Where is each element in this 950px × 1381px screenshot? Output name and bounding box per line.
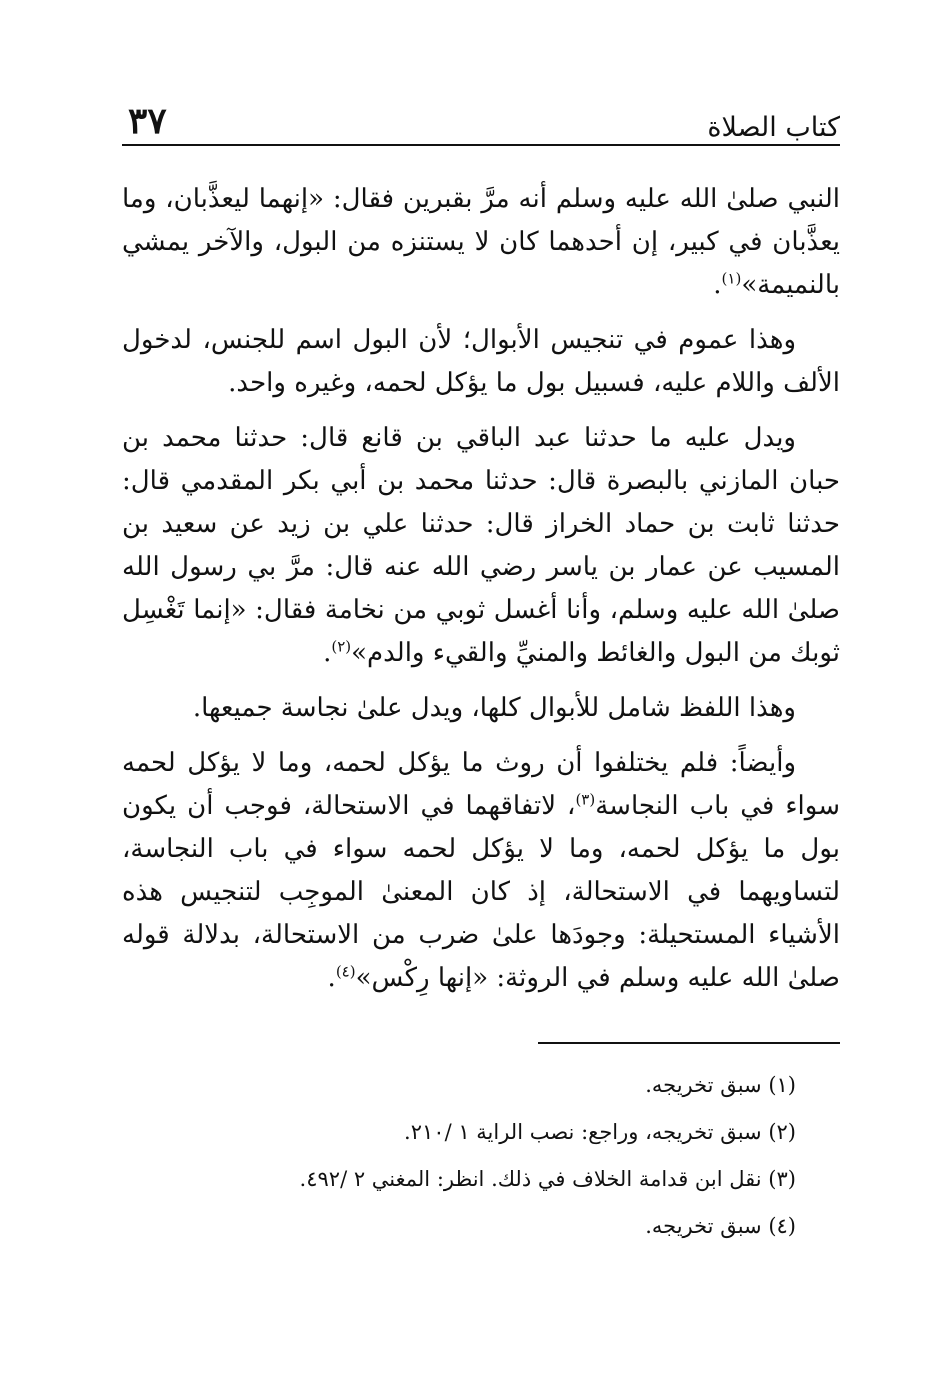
footnote: (٢) سبق تخريجه، وراجع: نصب الراية ١ /٢١٠. — [404, 1120, 796, 1144]
paragraph-text: وأيضاً: فلم يختلفوا أن روث ما يؤكل لحمه، وما لا يؤكل لحمه سواء في باب النجاسة — [122, 748, 840, 821]
footnote-reference: (٢) — [331, 637, 352, 656]
footnotes-list — [122, 1062, 796, 1250]
footnote-reference: (١) — [721, 269, 742, 288]
paragraph-text: النبي صلىٰ الله عليه وسلم أنه مرَّ بقبرين فقال: «إنهما ليعذَّبان، وما يعذَّبان في كبير، إن أحدهما كان لا يستنزه من البول، والآخر يمشي بالنميمة» — [122, 184, 840, 300]
paragraph — [122, 687, 840, 730]
running-header — [122, 98, 840, 146]
footnote: (١) سبق تخريجه. — [645, 1073, 796, 1097]
paragraph-tail: . — [327, 963, 336, 993]
footnote-reference: (٣) — [575, 790, 596, 809]
footnote-reference: (٤) — [335, 962, 356, 981]
footnote: (٤) سبق تخريجه. — [645, 1214, 796, 1238]
paragraph-text: ويدل عليه ما حدثنا عبد الباقي بن قانع قال: حدثنا محمد بن حبان المازني بالبصرة قال: حدثنا محمد بن أبي بكر المقدمي قال: حدثنا ثابت بن حماد الخراز قال: حدثنا علي بن زيد عن سعيد بن المسيب عن عمار بن ياسر رضي الله عنه قال: مرَّ بي رسول الله صلىٰ الله عليه وسلم، وأنا أغسل ثوبي من نخامة فقال: «إنما تَغْسِل ثوبك من البول والغائط والمنيِّ والقيء والدم» — [122, 423, 840, 668]
paragraph-text: وهذا اللفظ شامل للأبوال كلها، ويدل علىٰ نجاسة جميعها. — [192, 693, 796, 723]
paragraph — [122, 178, 840, 307]
paragraph-tail: . — [713, 270, 722, 300]
footnote-divider — [538, 1042, 840, 1044]
main-text — [122, 178, 840, 1012]
chapter-title: كتاب الصلاة — [707, 112, 840, 143]
page-number: ٣٧ — [128, 100, 167, 142]
paragraph — [122, 319, 840, 405]
paragraph — [122, 742, 840, 1000]
paragraph — [122, 417, 840, 675]
paragraph-tail: . — [323, 638, 332, 668]
paragraph-continuation: ، لاتفاقهما في الاستحالة، فوجب أن يكون بول ما يؤكل لحمه، وما لا يؤكل لحمه سواء في باب النجاسة، لتساويهما في الاستحالة، إذ كان المعنىٰ الموجِب لتنجيس هذه الأشياء المستحيلة: وجودَها علىٰ ضرب من الاستحالة، بدلالة قوله صلىٰ الله عليه وسلم في الروثة: «إنها رِكْس» — [122, 791, 840, 993]
paragraph-text: وهذا عموم في تنجيس الأبوال؛ لأن البول اسم للجنس، لدخول الألف واللام عليه، فسبيل بول ما يؤكل لحمه، وغيره واحد. — [122, 325, 840, 398]
footnote: (٣) نقل ابن قدامة الخلاف في ذلك. انظر: المغني ٢ /٤٩٢. — [299, 1167, 796, 1191]
book-page — [122, 0, 840, 1381]
